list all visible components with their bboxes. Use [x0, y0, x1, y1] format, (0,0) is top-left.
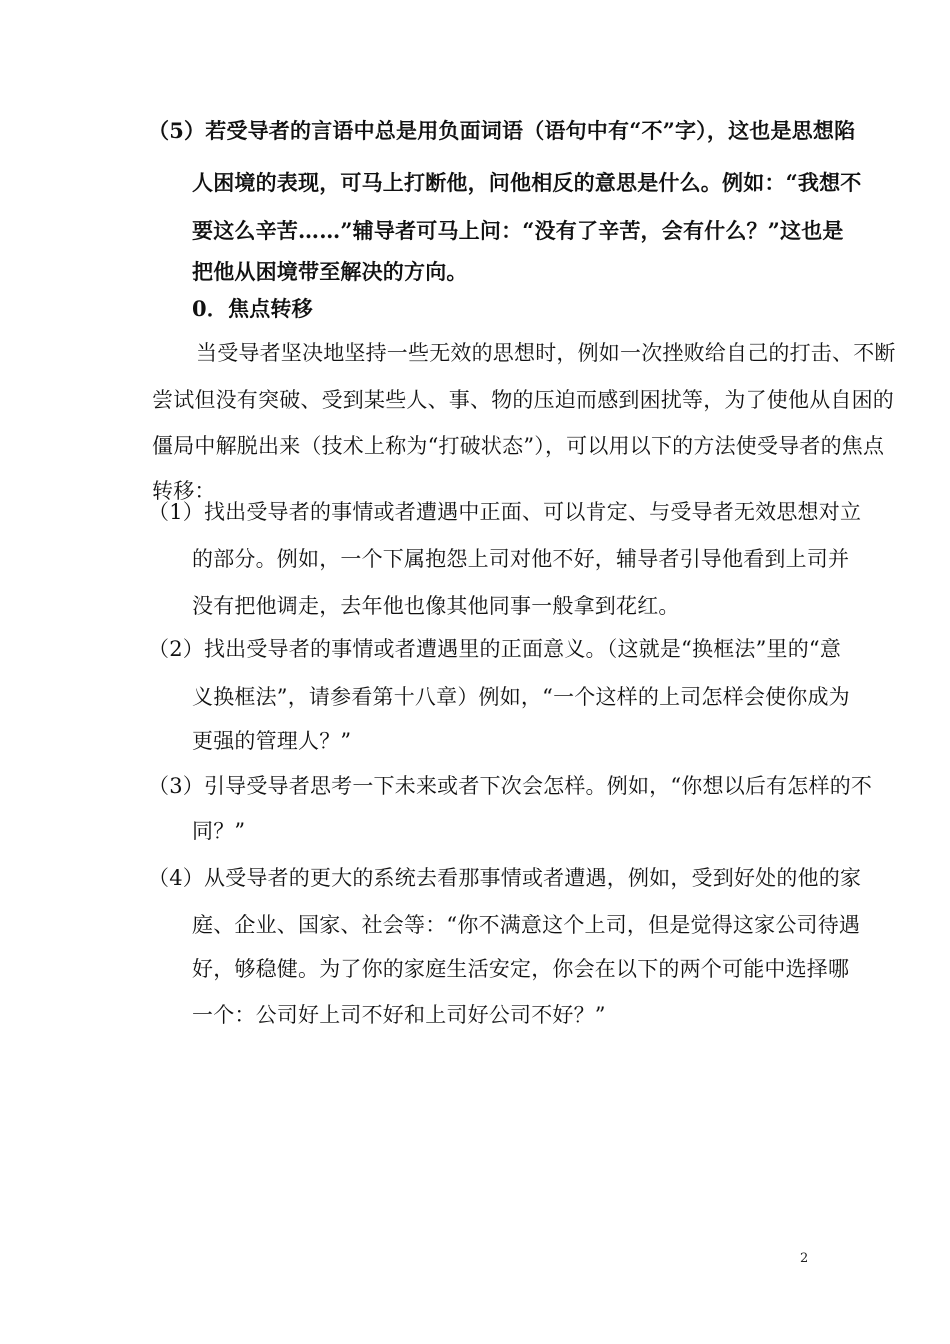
section-heading: 0．焦点转移 — [192, 296, 313, 321]
item5-line-3: 要这么辛苦……”辅导者可马上问：“没有了辛苦，会有什么？”这也是 — [192, 218, 844, 243]
list1-line-3: 没有把他调走，去年他也像其他同事一般拿到花红。 — [192, 594, 680, 618]
intro-line-1: 当受导者坚决地坚持一些无效的思想时，例如一次挫败给自己的打击、不断 — [196, 341, 896, 365]
list3-line-2: 同？” — [192, 819, 246, 843]
intro-line-3: 僵局中解脱出来（技术上称为“打破状态”），可以用以下的方法使受导者的焦点 — [152, 434, 885, 458]
list3-line-1: （3）引导受导者思考一下未来或者下次会怎样。例如，“你想以后有怎样的不 — [148, 774, 873, 798]
item5-line-4: 把他从困境带至解决的方向。 — [192, 259, 468, 284]
list2-line-3: 更强的管理人？” — [192, 729, 352, 753]
page-number: 2 — [800, 1251, 809, 1266]
list1-line-2: 的部分。例如，一个下属抱怨上司对他不好，辅导者引导他看到上司并 — [192, 547, 850, 571]
list1-line-1: （1）找出受导者的事情或者遭遇中正面、可以肯定、与受导者无效思想对立 — [148, 500, 862, 524]
list4-line-1: （4）从受导者的更大的系统去看那事情或者遭遇，例如，受到好处的他的家 — [148, 866, 862, 890]
item5-line-2: 人困境的表现，可马上打断他，问他相反的意思是什么。例如：“我想不 — [192, 170, 862, 195]
list4-line-4: 一个：公司好上司不好和上司好公司不好？” — [192, 1003, 606, 1027]
list4-line-2: 庭、企业、国家、社会等：“你不满意这个上司，但是觉得这家公司待遇 — [192, 913, 861, 937]
intro-line-2: 尝试但没有突破、受到某些人、事、物的压迫而感到困扰等，为了使他从自困的 — [152, 388, 894, 412]
intro-line-4: 转移： — [152, 479, 216, 503]
list2-line-2: 义换框法”，请参看第十八章）例如，“一个这样的上司怎样会使你成为 — [192, 685, 850, 709]
list4-line-3: 好，够稳健。为了你的家庭生活安定，你会在以下的两个可能中选择哪 — [192, 957, 850, 981]
list2-line-1: （2）找出受导者的事情或者遭遇里的正面意义。（这就是“换框法”里的“意 — [148, 637, 842, 661]
item5-line-1: （5）若受导者的言语中总是用负面词语（语句中有“不”字），这也是思想陷 — [148, 118, 856, 143]
